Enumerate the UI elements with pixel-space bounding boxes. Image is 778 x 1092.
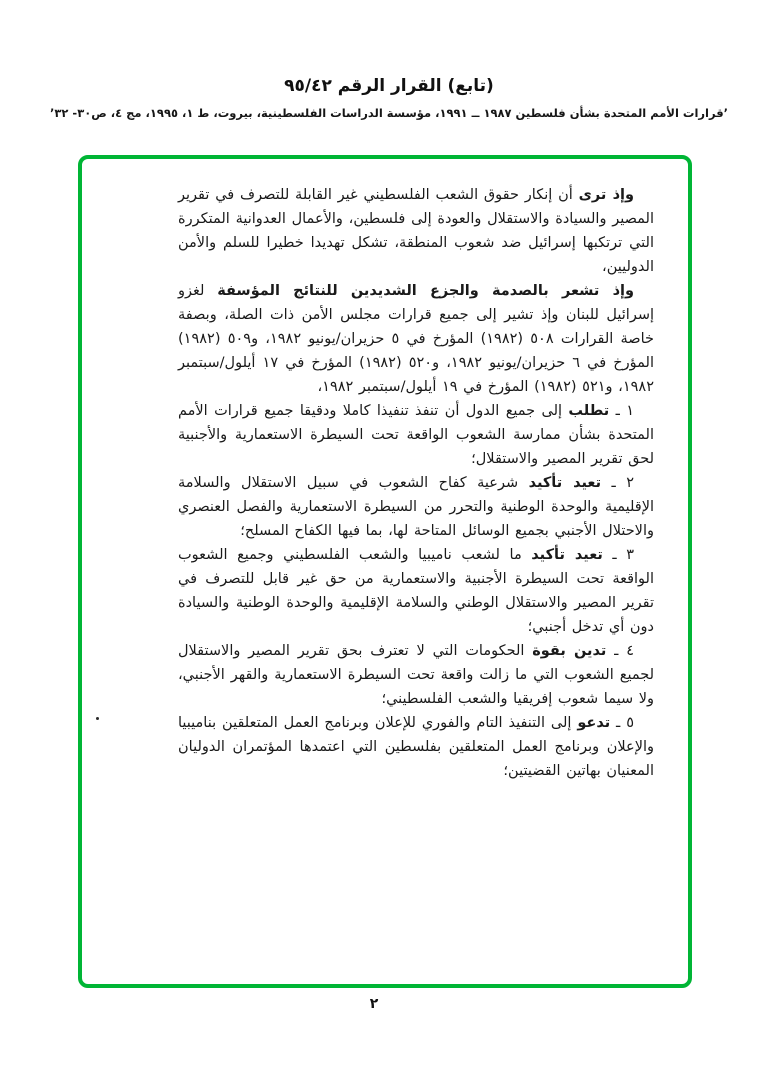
clause-number: ٣ ـ bbox=[602, 547, 635, 563]
numbered-clause: ٣ ـ تعيد تأكيد ما لشعب ناميبيا والشعب الفلسطيني وجميع الشعوب الواقعة تحت السيطرة الأجنبية والاستعمارية من حق غير قابل للتصرف في تقرير المصير والاستقلال الوطني والسلامة الإقليمية والوحدة الوطنية والسيادة دون أي تدخل أجنبي؛ bbox=[178, 547, 654, 635]
page-number: ٢ bbox=[369, 996, 379, 1012]
clause-lead-phrase: تدين بقوة bbox=[532, 643, 607, 659]
clause-number: ٥ ـ bbox=[610, 715, 634, 731]
page-title: (تابع) القرار الرقم ٩٥/٤٢ bbox=[284, 76, 494, 96]
resolution-text bbox=[178, 183, 654, 783]
print-artifact-dot bbox=[96, 717, 99, 720]
numbered-clause: ١ ـ تطلب إلى جميع الدول أن تنفذ تنفيذا كاملا ودقيقا جميع قرارات الأمم المتحدة بشأن ممارسة الشعوب الواقعة تحت السيطرة الاستعمارية والأجنبية لحق تقرير المصير والاستقلال؛ bbox=[178, 403, 654, 467]
numbered-clause: ٥ ـ تدعو إلى التنفيذ التام والفوري للإعلان وبرنامج العمل المتعلقين بناميبيا والإعلان وبرنامج العمل المتعلقين بفلسطين التي اعتمدها المؤتمران الدوليان المعنيان بهاتين القضيتين؛ bbox=[178, 715, 654, 779]
clause-lead-phrase: وإذ تشعر بالصدمة والجزع الشديدين للنتائج المؤسفة bbox=[217, 283, 634, 299]
content-border-box bbox=[78, 155, 692, 988]
clause-lead-phrase: تطلب bbox=[568, 403, 610, 419]
preamble-paragraph: وإذ تشعر بالصدمة والجزع الشديدين للنتائج المؤسفة لغزو إسرائيل للبنان وإذ تشير إلى جميع قرارات مجلس الأمن ذات الصلة، وبصفة خاصة القرارات ٥٠٨ (١٩٨٢) المؤرخ في ٥ حزيران/يونيو ١٩٨٢، و٥٠٩ (١٩٨٢) المؤرخ في ٦ حزيران/يونيو ١٩٨٢، و٥٢٠ (١٩٨٢) المؤرخ في ١٧ أيلول/سبتمبر ١٩٨٢، و٥٢١ (١٩٨٢) المؤرخ في ١٩ أيلول/سبتمبر ١٩٨٢، bbox=[178, 283, 654, 395]
clause-lead-phrase: وإذ ترى bbox=[578, 187, 634, 203]
preamble-paragraph: وإذ ترى أن إنكار حقوق الشعب الفلسطيني غير القابلة للتصرف في تقرير المصير والسيادة والاستقلال والعودة إلى فلسطين، والأعمال العدوانية المتكررة التي ترتكبها إسرائيل ضد شعوب المنطقة، تشكل تهديدا خطيرا للسلم والأمن الدوليين، bbox=[178, 187, 654, 275]
clause-number: ١ ـ bbox=[609, 403, 634, 419]
numbered-clause: ٤ ـ تدين بقوة الحكومات التي لا تعترف بحق تقرير المصير والاستقلال لجميع الشعوب التي ما زالت واقعة تحت السيطرة الاستعمارية والقهر الأجنبي، ولا سيما شعوب إفريقيا والشعب الفلسطيني؛ bbox=[178, 643, 654, 707]
clause-lead-phrase: تعيد تأكيد bbox=[531, 547, 603, 563]
citation-line: ’قرارات الأمم المتحدة بشأن فلسطين ١٩٨٧ ــ ١٩٩١، مؤسسة الدراسات الفلسطينية، بيروت، ط ١، ١٩٩٥، مج ٤، ص٣٠- ٣٢’ bbox=[49, 106, 729, 120]
clause-number: ٤ ـ bbox=[606, 643, 634, 659]
clause-lead-phrase: تدعو bbox=[577, 715, 611, 731]
clause-lead-phrase: تعيد تأكيد bbox=[528, 475, 602, 491]
clause-number: ٢ ـ bbox=[601, 475, 635, 491]
numbered-clause: ٢ ـ تعيد تأكيد شرعية كفاح الشعوب في سبيل الاستقلال والسلامة الإقليمية والوحدة الوطنية والتحرر من السيطرة الاستعمارية والفصل العنصري والاحتلال الأجنبي بجميع الوسائل المتاحة لها، بما فيها الكفاح المسلح؛ bbox=[178, 475, 654, 539]
